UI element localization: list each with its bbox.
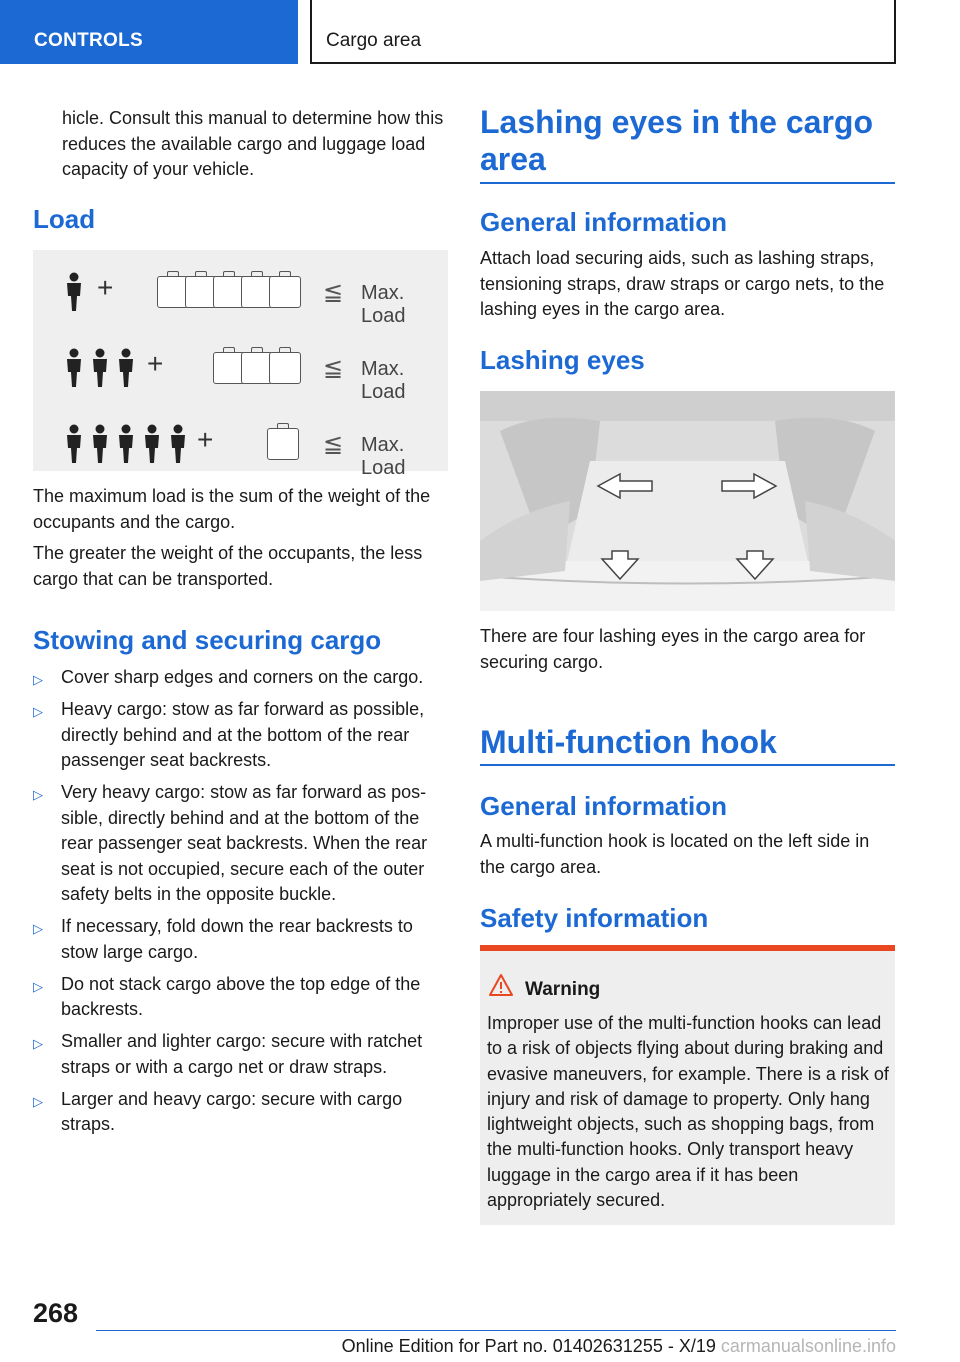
max-load-label: Max. Load	[361, 434, 406, 479]
warning-triangle-icon	[488, 973, 514, 997]
load-paragraph-2: The greater the weight of the occupants, the less cargo that can be transported.	[33, 543, 423, 589]
stowing-heading: Stowing and securing cargo	[33, 625, 382, 655]
list-item-text: Smaller and lighter cargo: secure with ratchet straps or with a cargo net or draw straps.	[61, 1031, 423, 1077]
luggage-group-1	[271, 428, 299, 460]
list-item	[33, 665, 451, 691]
suitcase-icon	[267, 428, 299, 460]
general-info-heading-1: General information	[480, 207, 728, 237]
load-heading: Load	[33, 204, 96, 234]
triangle-right-icon: ▷	[33, 787, 43, 802]
warning-box	[480, 945, 895, 1225]
suitcase-icon	[269, 352, 301, 384]
heading-rule	[480, 764, 895, 766]
load-paragraph-1: The maximum load is the sum of the weight of the occupants and the cargo.	[33, 486, 431, 532]
person-icon	[141, 424, 163, 464]
lashing-eyes-heading: Lashing eyes in the cargo area	[480, 104, 873, 177]
lashing-eyes-text: There are four lashing eyes in the cargo area for securing cargo.	[480, 626, 866, 672]
cargo-area-illustration	[480, 391, 895, 611]
list-item-text: Very heavy cargo: stow as far forward as pos‐ sible, directly behind and at the bottom of the rear passenger seat backrests. When the rear seat is not occupied, secure each of the outer safety belts in the opposite buckle.	[61, 782, 428, 904]
occupants-5	[63, 424, 189, 464]
max-load-label: Max. Load	[361, 282, 406, 327]
list-item	[33, 780, 451, 908]
plus-sign: +	[147, 348, 164, 379]
person-icon	[89, 348, 111, 388]
suitcase-icon	[269, 276, 301, 308]
triangle-right-icon: ▷	[33, 672, 43, 687]
lashing-eyes-subheading: Lashing eyes	[480, 345, 645, 375]
intro-paragraph: hicle. Consult this manual to determine how this reduces the available cargo and luggage load capacity of your vehicle.	[62, 108, 444, 179]
triangle-right-icon: ▷	[33, 921, 43, 936]
leq-symbol: ≦	[323, 431, 344, 458]
luggage-group-5	[161, 276, 301, 308]
edition-text: Online Edition for Part no. 01402631255 - X/19	[341, 1336, 716, 1356]
multi-function-hook-heading: Multi-function hook	[480, 724, 777, 760]
person-icon	[115, 424, 137, 464]
occupants-3	[63, 348, 137, 388]
max-load-label: Max. Load	[361, 358, 406, 403]
list-item-text: Larger and heavy cargo: secure with cargo straps.	[61, 1088, 403, 1134]
list-item-text: Do not stack cargo above the top edge of the backrests.	[61, 973, 421, 1019]
footer-rule	[96, 1330, 896, 1331]
section-tab[interactable]: CONTROLS	[0, 0, 298, 64]
list-item	[33, 972, 451, 1023]
warning-text: Improper use of the multi-function hooks can lead to a risk of objects flying about during braking and evasive maneuvers, for example. There is a risk of injury and risk of damage to property. Only hang lightweight objects, such as shopping bags, from the multi-function hooks. Only transport heavy luggage in the cargo area if it has been appropriately secured.	[487, 1013, 889, 1211]
list-item	[33, 697, 451, 774]
person-icon	[63, 424, 85, 464]
footer-edition	[280, 1336, 896, 1357]
stowing-list	[33, 665, 451, 1144]
leq-symbol: ≦	[323, 279, 344, 306]
cargo-area-photo	[480, 391, 895, 611]
general-info-text-2: A multi-function hook is located on the left side in the cargo area.	[480, 831, 870, 877]
plus-sign: +	[97, 272, 114, 303]
triangle-right-icon: ▷	[33, 704, 43, 719]
load-figure	[33, 250, 448, 479]
triangle-right-icon: ▷	[33, 978, 43, 994]
occupants-1	[63, 272, 85, 312]
person-icon	[63, 348, 85, 388]
list-item	[33, 914, 451, 965]
leq-symbol: ≦	[323, 355, 344, 382]
general-info-heading-2: General information	[480, 791, 728, 821]
person-icon	[89, 424, 111, 464]
person-icon	[63, 272, 85, 312]
list-item-text: Cover sharp edges and corners on the cargo.	[61, 667, 424, 687]
load-row-1	[33, 262, 448, 327]
person-icon	[167, 424, 189, 464]
watermark-text[interactable]: carmanualsonline.info	[720, 1336, 896, 1356]
list-item-text: Heavy cargo: stow as far forward as possible, directly behind and at the bottom of the rear passenger seat backrests.	[61, 699, 425, 770]
general-info-text-1: Attach load securing aids, such as lashing straps, tensioning straps, draw straps or cargo nets, to the lashing eyes in the cargo area.	[480, 248, 885, 319]
chapter-title: Cargo area	[310, 0, 896, 64]
list-item	[33, 1087, 451, 1138]
list-item	[33, 1029, 451, 1080]
triangle-right-icon: ▷	[33, 1093, 43, 1109]
list-item-text: If necessary, fold down the rear backrests to stow large cargo.	[61, 916, 413, 962]
load-row-3	[33, 414, 448, 479]
safety-info-heading: Safety information	[480, 903, 709, 933]
page-number: 268	[33, 1298, 79, 1328]
triangle-right-icon: ▷	[33, 1036, 43, 1051]
plus-sign: +	[197, 424, 214, 455]
heading-rule	[480, 182, 895, 184]
person-icon	[115, 348, 137, 388]
warning-title: Warning	[525, 979, 601, 1000]
load-row-2	[33, 338, 448, 403]
luggage-group-3	[217, 352, 301, 384]
